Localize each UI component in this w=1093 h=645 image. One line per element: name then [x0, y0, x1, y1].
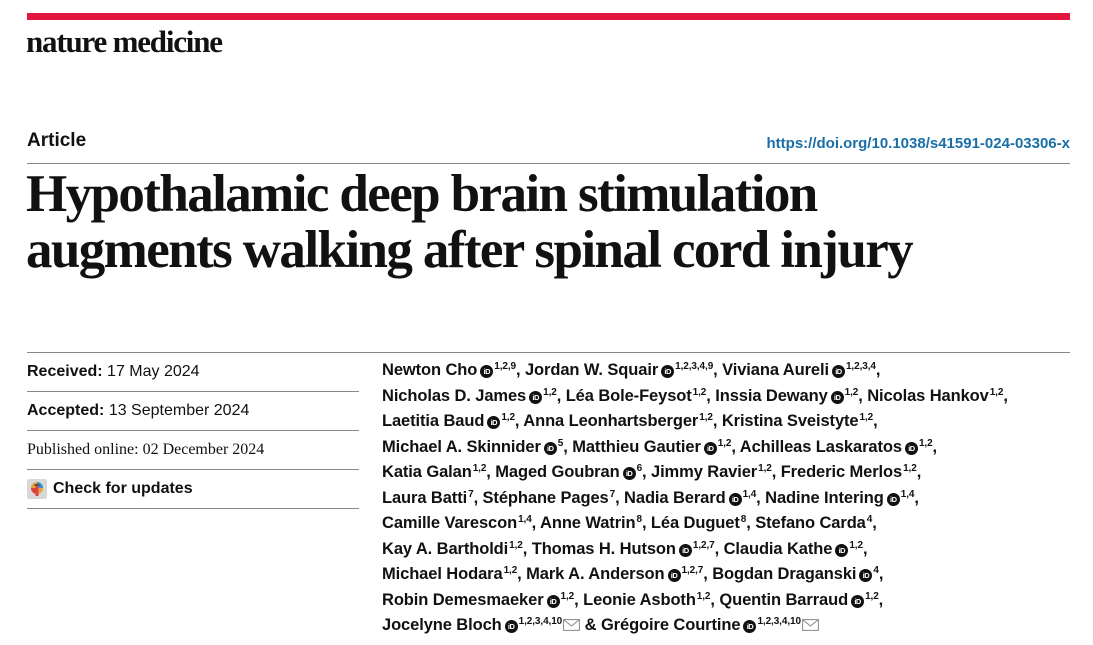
author-entry: [495, 463, 642, 481]
received-date: [27, 353, 359, 392]
affiliation-numbers[interactable]: 1,4: [900, 488, 915, 500]
author-separator: ,: [642, 463, 651, 481]
accepted-label: Accepted:: [27, 402, 105, 419]
affiliation-numbers[interactable]: 1,2,7: [681, 565, 704, 576]
author-separator: ,: [514, 412, 524, 430]
author-separator: ,: [878, 565, 884, 583]
author-entry: [651, 463, 772, 481]
crossmark-icon: [27, 479, 47, 499]
author-entry: [583, 591, 710, 609]
author-name[interactable]: Stefano Carda: [755, 514, 866, 532]
affiliation-numbers[interactable]: 1,2: [543, 386, 557, 398]
author-name[interactable]: Robin Demesmaeker: [382, 590, 544, 609]
orcid-icon[interactable]: iD: [743, 620, 756, 633]
author-name[interactable]: Inssia Dewany: [715, 386, 828, 405]
author-entry: [382, 514, 532, 532]
author-separator: ,: [556, 386, 566, 405]
orcid-icon[interactable]: iD: [859, 569, 872, 582]
author-separator: ,: [486, 463, 496, 481]
author-name[interactable]: Viviana Aureli: [722, 361, 829, 379]
received-value: 17 May 2024: [107, 363, 200, 380]
author-separator: ,: [914, 488, 919, 507]
author-entry: [755, 514, 872, 532]
author-name[interactable]: Anna Leonhartsberger: [523, 412, 699, 430]
email-icon[interactable]: [563, 619, 580, 631]
author-name[interactable]: Thomas H. Hutson: [531, 539, 676, 558]
affiliation-numbers[interactable]: 8: [740, 514, 747, 525]
affiliation-numbers[interactable]: 1,2: [849, 539, 863, 551]
affiliation-numbers[interactable]: 1,2: [699, 412, 713, 423]
affiliation-numbers[interactable]: 1,2: [865, 590, 879, 602]
author-entry: [382, 565, 517, 583]
author-separator: ,: [1003, 386, 1008, 405]
author-separator: ,: [703, 565, 713, 583]
author-separator: ,: [771, 463, 781, 481]
affiliation-numbers[interactable]: 1,2,9: [494, 361, 516, 372]
affiliation-numbers[interactable]: 7: [609, 488, 616, 500]
affiliation-numbers[interactable]: 1,2,7: [692, 539, 715, 551]
author-entry: [765, 489, 914, 507]
author-name[interactable]: Newton Cho: [382, 361, 478, 379]
author-entry: [523, 412, 713, 430]
affiliation-numbers[interactable]: 1,2: [989, 386, 1004, 398]
author-name[interactable]: Jordan W. Squair: [524, 361, 659, 379]
affiliation-numbers[interactable]: 1,4: [742, 488, 757, 500]
orcid-icon[interactable]: iD: [905, 442, 918, 455]
author-entry: [382, 387, 557, 405]
author-entry: [532, 540, 715, 558]
affiliation-numbers[interactable]: 1,2,3,4: [845, 361, 876, 372]
author-entry: [651, 514, 746, 532]
author-separator: ,: [712, 412, 722, 430]
accepted-date: [27, 392, 359, 431]
author-separator: ,: [731, 437, 740, 456]
author-entry: [781, 463, 917, 481]
orcid-icon[interactable]: iD: [623, 467, 636, 480]
affiliation-numbers[interactable]: 1,2: [696, 590, 711, 602]
brand-top-bar: [27, 13, 1070, 20]
author-name[interactable]: Michael Hodara: [382, 565, 503, 583]
author-entry: [724, 540, 863, 558]
author-separator: ,: [714, 539, 724, 558]
author-entry: [382, 412, 515, 430]
author-separator: ,: [862, 539, 868, 558]
author-separator: ,: [756, 488, 766, 507]
affiliation-numbers[interactable]: 8: [636, 514, 642, 525]
author-entry: [715, 387, 858, 405]
affiliation-numbers[interactable]: 6: [636, 463, 643, 474]
author-name[interactable]: Kay A. Bartholdi: [382, 539, 509, 558]
affiliation-numbers[interactable]: 4: [873, 565, 879, 576]
author-separator: ,: [878, 590, 884, 609]
author-entry: [572, 438, 731, 456]
orcid-icon[interactable]: iD: [480, 365, 493, 378]
author-separator: ,: [873, 412, 878, 430]
author-name[interactable]: Kristina Sveistyte: [721, 412, 859, 430]
author-separator: ,: [473, 488, 483, 507]
affiliation-numbers[interactable]: 1,2,3,4,10: [757, 616, 801, 627]
author-entry: [382, 616, 580, 634]
author-entry: [601, 616, 819, 634]
author-separator: ,: [641, 514, 651, 532]
affiliation-numbers[interactable]: 7: [468, 488, 474, 500]
author-name[interactable]: Stéphane Pages: [482, 488, 609, 507]
affiliation-numbers[interactable]: 1,2: [717, 437, 732, 449]
author-name[interactable]: Léa Bole-Feysot: [565, 386, 692, 405]
received-label: Received:: [27, 363, 103, 380]
author-entry: [566, 387, 707, 405]
author-name[interactable]: Frederic Merlos: [780, 463, 903, 481]
author-name[interactable]: Achilleas Laskaratos: [739, 437, 902, 456]
orcid-icon[interactable]: iD: [529, 391, 542, 404]
article-title: [26, 166, 1066, 278]
orcid-icon[interactable]: iD: [704, 442, 717, 455]
accepted-value: 13 September 2024: [108, 402, 250, 419]
orcid-icon[interactable]: iD: [679, 544, 692, 557]
author-separator: ,: [563, 437, 573, 456]
author-name[interactable]: Nadia Berard: [624, 488, 726, 507]
orcid-icon[interactable]: iD: [487, 416, 500, 429]
check-for-updates-label: Check for updates: [53, 480, 193, 497]
author-separator: ,: [746, 514, 756, 532]
author-name[interactable]: Matthieu Gautier: [572, 437, 701, 456]
author-separator: ,: [516, 361, 525, 379]
author-entry: [525, 361, 713, 379]
affiliation-numbers[interactable]: 1,2: [859, 412, 874, 423]
author-separator: ,: [710, 590, 720, 609]
affiliation-numbers[interactable]: 1,2: [560, 590, 575, 602]
author-separator: ,: [517, 565, 527, 583]
author-separator: ,: [706, 386, 716, 405]
author-name[interactable]: Nicholas D. James: [382, 386, 527, 405]
affiliation-numbers[interactable]: 1,2: [503, 565, 518, 576]
author-name[interactable]: Leonie Asboth: [583, 590, 696, 609]
author-separator: ,: [713, 361, 723, 379]
author-entry: [382, 463, 486, 481]
author-list: [382, 358, 1072, 639]
author-separator: ,: [615, 488, 625, 507]
author-entry: [722, 412, 873, 430]
author-name[interactable]: Anne Watrin: [540, 514, 636, 532]
author-name[interactable]: Maged Goubran: [495, 463, 620, 481]
author-entry: [719, 591, 878, 609]
orcid-icon[interactable]: iD: [668, 569, 681, 582]
author-separator: ,: [858, 386, 868, 405]
author-entry: [483, 489, 616, 507]
title-line-2: augments walking after spinal cord injury: [26, 221, 913, 279]
author-separator: ,: [574, 590, 584, 609]
title-line-1: Hypothalamic deep brain stimulation: [26, 165, 817, 223]
author-entry: [740, 438, 933, 456]
orcid-icon[interactable]: iD: [505, 620, 518, 633]
publication-dates: [27, 353, 359, 509]
published-value: 02 December 2024: [142, 441, 265, 458]
check-for-updates-button[interactable]: [27, 470, 359, 509]
author-separator: ,: [932, 437, 938, 456]
affiliation-numbers[interactable]: 4: [866, 514, 873, 525]
author-name[interactable]: Katia Galan: [382, 463, 472, 481]
author-separator: &: [580, 616, 601, 634]
author-name[interactable]: Nadine Intering: [765, 488, 884, 507]
orcid-icon[interactable]: iD: [851, 595, 864, 608]
affiliation-numbers[interactable]: 1,2,3,4,10: [518, 616, 563, 627]
author-separator: ,: [522, 539, 532, 558]
affiliation-numbers[interactable]: 1,2,3,4,9: [675, 361, 714, 372]
orcid-icon[interactable]: iD: [831, 391, 844, 404]
author-entry: [382, 438, 563, 456]
author-entry: [712, 565, 879, 583]
author-name[interactable]: Mark A. Anderson: [526, 565, 665, 583]
author-name[interactable]: Bogdan Draganski: [712, 565, 857, 583]
article-type: Article: [27, 130, 87, 151]
published-label: Published online:: [27, 441, 139, 458]
author-name[interactable]: Grégoire Courtine: [600, 616, 741, 634]
orcid-icon[interactable]: iD: [887, 493, 900, 506]
orcid-icon[interactable]: iD: [835, 544, 848, 557]
header-divider: [27, 163, 1070, 164]
author-entry: [526, 565, 703, 583]
author-separator: ,: [916, 463, 922, 481]
author-name[interactable]: Jimmy Ravier: [651, 463, 758, 481]
affiliation-numbers[interactable]: 5: [557, 437, 564, 449]
journal-name[interactable]: nature medicine: [26, 24, 222, 59]
author-name[interactable]: Jocelyne Bloch: [382, 616, 502, 634]
orcid-icon[interactable]: iD: [547, 595, 560, 608]
author-entry: [382, 540, 523, 558]
author-entry: [382, 489, 474, 507]
affiliation-numbers[interactable]: 1,4: [518, 514, 532, 525]
affiliation-numbers[interactable]: 1,2: [501, 412, 515, 423]
published-date: [27, 431, 359, 470]
author-entry: [722, 361, 876, 379]
author-name[interactable]: Nicolas Hankov: [867, 386, 989, 405]
orcid-icon[interactable]: iD: [661, 365, 674, 378]
doi-link[interactable]: https://doi.org/10.1038/s41591-024-03306-x: [766, 135, 1070, 152]
author-separator: ,: [872, 514, 877, 532]
affiliation-numbers[interactable]: 1,2: [472, 463, 487, 474]
author-name[interactable]: Léa Duguet: [650, 514, 740, 532]
affiliation-numbers[interactable]: 1,2: [509, 539, 523, 551]
author-entry: [382, 591, 574, 609]
author-name[interactable]: Claudia Kathe: [723, 539, 833, 558]
author-name[interactable]: Quentin Barraud: [719, 590, 849, 609]
affiliation-numbers[interactable]: 1,2: [844, 386, 859, 398]
affiliation-numbers[interactable]: 1,2: [758, 463, 772, 474]
author-entry: [382, 361, 516, 379]
affiliation-numbers[interactable]: 1,2: [903, 463, 917, 474]
email-icon[interactable]: [802, 619, 819, 631]
orcid-icon[interactable]: iD: [729, 493, 742, 506]
author-name[interactable]: Laetitia Baud: [382, 412, 485, 430]
author-name[interactable]: Camille Varescon: [382, 514, 518, 532]
author-name[interactable]: Michael A. Skinnider: [382, 437, 541, 456]
orcid-icon[interactable]: iD: [544, 442, 557, 455]
author-separator: ,: [531, 514, 541, 532]
orcid-icon[interactable]: iD: [832, 365, 845, 378]
affiliation-numbers[interactable]: 1,2: [692, 386, 707, 398]
author-name[interactable]: Laura Batti: [382, 488, 468, 507]
affiliation-numbers[interactable]: 1,2: [918, 437, 933, 449]
author-entry: [540, 514, 642, 532]
author-entry: [867, 387, 1003, 405]
author-separator: ,: [875, 361, 881, 379]
author-entry: [624, 489, 756, 507]
